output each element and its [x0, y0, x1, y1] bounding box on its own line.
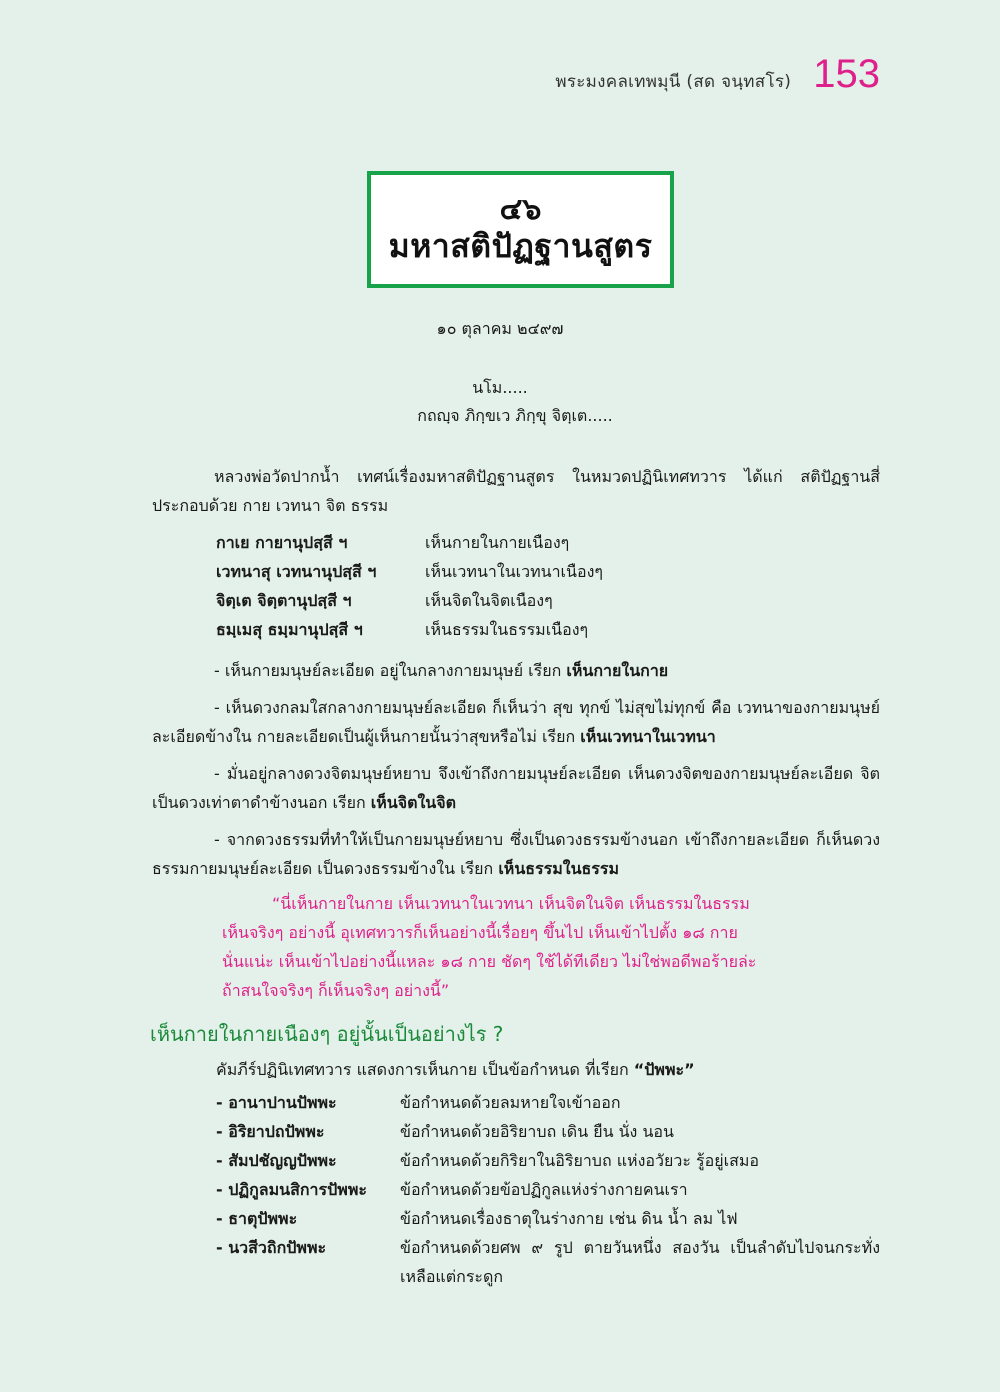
pali-term: เวทนาสุ เวทนานุปสฺสี ฯ	[216, 562, 377, 581]
quote-block	[222, 889, 822, 1005]
bullet-paragraph	[152, 825, 880, 883]
chapter-title-inner	[371, 175, 670, 284]
pali-row	[216, 616, 603, 645]
chapter-number: ๔๖	[499, 192, 542, 227]
bullet-text: - จากดวงธรรมที่ทำให้เป็นกายมนุษย์หยาบ ซึ่งเป็นดวงธรรมข้างนอก เข้าถึงกายละเอียด ก็เห็นดวงธรรมกายมนุษย์ละเอียด เป็นดวงธรรมข้างใน เรียก	[152, 830, 880, 878]
kampee-line	[216, 1058, 695, 1083]
pabba-row	[216, 1175, 880, 1204]
kampee-emphasis: “ปัพพะ”	[633, 1060, 695, 1079]
sermon-date: ๑๐ ตุลาคม ๒๔๙๗	[436, 319, 564, 338]
pali-term: ธมฺเมสุ ธมฺมานุปสฺสี ฯ	[216, 620, 363, 639]
quote-line: เห็นจริงๆ อย่างนี้ อุเทศทวารก็เห็นอย่างนี้เรื่อยๆ ขึ้นไป เห็นเข้าไปตั้ง ๑๘ กาย	[222, 923, 738, 942]
namo-line-2: กถญฺจ ภิกฺขเว ภิกฺขุ จิตฺเต.....	[417, 406, 613, 425]
pali-term: จิตฺเต จิตฺตานุปสฺสี ฯ	[216, 591, 352, 610]
pabba-desc: ข้อกำหนดด้วยอิริยาบถ เดิน ยืน นั่ง นอน	[400, 1122, 674, 1141]
page-header	[555, 52, 880, 97]
pali-row	[216, 558, 603, 587]
bullet-emphasis: เห็นธรรมในธรรม	[498, 859, 620, 878]
pabba-desc: ข้อกำหนดด้วยลมหายใจเข้าออก	[400, 1093, 621, 1112]
pabba-row	[216, 1088, 880, 1117]
chapter-title: มหาสติปัฏฐานสูตร	[388, 227, 653, 265]
bullet-text: - มั่นอยู่กลางดวงจิตมนุษย์หยาบ จึงเข้าถึงกายมนุษย์ละเอียด เห็นดวงจิตของกายมนุษย์ละเอียด จิตเป็นดวงเท่าตาดำข้างนอก เรียก	[152, 764, 880, 812]
page-number: 153	[813, 52, 880, 96]
bullet-emphasis: เห็นเวทนาในเวทนา	[580, 727, 716, 746]
pabba-row	[216, 1204, 880, 1233]
pabba-row	[216, 1233, 880, 1291]
pabba-name: - สัมปชัญญปัพพะ	[216, 1151, 337, 1170]
pali-row	[216, 529, 603, 558]
quote-line: นั่นแน่ะ เห็นเข้าไปอย่างนี้แหละ ๑๘ กาย ชัดๆ ใช้ได้ทีเดียว ไม่ใช่พอดีพอร้ายล่ะ	[222, 952, 757, 971]
bullet-text: - เห็นกายมนุษย์ละเอียด อยู่ในกลางกายมนุษย์ เรียก	[214, 661, 567, 680]
pabba-row	[216, 1117, 880, 1146]
pali-row	[216, 587, 603, 616]
pabba-name: - ธาตุปัพพะ	[216, 1209, 298, 1228]
intro-paragraph	[152, 462, 880, 520]
pabba-name: - ปฏิกูลมนสิการปัพพะ	[216, 1180, 367, 1199]
pabba-desc: ข้อกำหนดด้วยศพ ๙ รูป ตายวันหนึ่ง สองวัน เป็นลำดับไปจนกระทั่งเหลือแต่กระดูก	[400, 1238, 880, 1286]
pabba-desc: ข้อกำหนดเรื่องธาตุในร่างกาย เช่น ดิน น้ำ ลม ไฟ	[400, 1209, 738, 1228]
pali-meaning-list	[216, 529, 603, 645]
section-subheading: เห็นกายในกายเนืองๆ อยู่นั้นเป็นอย่างไร ?	[150, 1022, 504, 1046]
pabba-desc: ข้อกำหนดด้วยกิริยาในอิริยาบถ แห่งอวัยวะ รู้อยู่เสมอ	[400, 1151, 759, 1170]
pabba-desc: ข้อกำหนดด้วยข้อปฏิกูลแห่งร่างกายคนเรา	[400, 1180, 688, 1199]
kampee-text: คัมภีร์ปฏินิเทศทวาร แสดงการเห็นกาย เป็นข้อกำหนด ที่เรียก	[216, 1060, 634, 1079]
quote-line: ถ้าสนใจจริงๆ ก็เห็นจริงๆ อย่างนี้”	[222, 981, 450, 1000]
chapter-title-box	[367, 171, 674, 288]
bullet-paragraph	[152, 693, 880, 751]
namo-line-1: นโม.....	[472, 378, 528, 397]
running-header-author: พระมงคลเทพมุนี (สด จนฺทสโร)	[555, 72, 792, 92]
bullet-paragraph	[152, 759, 880, 817]
bullet-text: - เห็นดวงกลมใสกลางกายมนุษย์ละเอียด ก็เห็นว่า สุข ทุกข์ ไม่สุขไม่ทุกข์ คือ เวทนาของกายมนุษย์ละเอียดข้างใน กายละเอียดเป็นผู้เห็นกายนั้นว่าสุขหรือไม่ เรียก	[152, 698, 880, 746]
pabba-name: - อานาปานปัพพะ	[216, 1093, 337, 1112]
bullet-emphasis: เห็นกายในกาย	[566, 661, 669, 680]
pabba-name: - อิริยาปถปัพพะ	[216, 1122, 325, 1141]
intro-text: หลวงพ่อวัดปากน้ำ เทศน์เรื่องมหาสติปัฏฐานสูตร ในหมวดปฏินิเทศทวาร ได้แก่ สติปัฏฐานสี่ ประกอบด้วย กาย เวทนา จิต ธรรม	[152, 467, 880, 515]
pali-term: กาเย กายานุปสฺสี ฯ	[216, 533, 348, 552]
pabba-row	[216, 1146, 880, 1175]
pabba-list	[216, 1088, 880, 1291]
pabba-name: - นวสีวถิกปัพพะ	[216, 1238, 327, 1257]
namo-verse	[0, 374, 1000, 430]
bullet-emphasis: เห็นจิตในจิต	[370, 793, 456, 812]
explanation-bullets	[152, 656, 880, 891]
pali-meaning: เห็นจิตในจิตเนืองๆ	[425, 591, 553, 610]
quote-line: “นี่เห็นกายในกาย เห็นเวทนาในเวทนา เห็นจิตในจิต เห็นธรรมในธรรม	[272, 894, 750, 913]
bullet-paragraph	[152, 656, 880, 685]
pali-meaning: เห็นเวทนาในเวทนาเนืองๆ	[425, 562, 603, 581]
pali-meaning: เห็นธรรมในธรรมเนืองๆ	[425, 620, 589, 639]
pali-meaning: เห็นกายในกายเนืองๆ	[425, 533, 570, 552]
